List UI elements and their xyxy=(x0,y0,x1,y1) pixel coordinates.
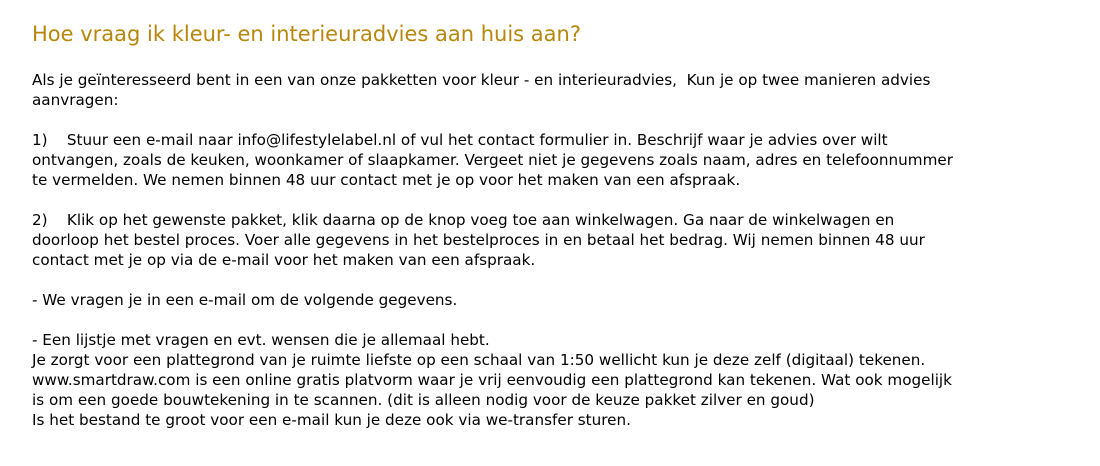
request-paragraph: - We vragen je in een e-mail om de volgende gegevens. xyxy=(32,291,458,309)
paragraph-spacer xyxy=(32,270,1092,290)
option-1-paragraph: 1) Stuur een e-mail naar info@lifestylelabel.nl of vul het contact formulier in. Beschrijf waar je advies over wilt ontvangen, zoals de keuken, woonkamer of slaapkamer. Vergeet niet je gegevens zoals naam, adres en telefoonnummer te vermelden. We nemen binnen 48 uur contact met je op voor het maken van een afspraak. xyxy=(32,131,953,189)
paragraph-spacer xyxy=(32,190,1092,210)
requirements-paragraph: - Een lijstje met vragen en evt. wensen die je allemaal hebt. Je zorgt voor een plattegrond van je ruimte liefste op een schaal van 1:50 wellicht kun je deze zelf (digitaal) tekenen. www.smartdraw.com is een online gratis platvorm waar je vrij eenvoudig een plattegrond kan tekenen. Wat ook mogelijk is om een goede bouwtekening in te scannen. (dit is alleen nodig voor de keuze pakket zilver en goud) Is het bestand te groot voor een e-mail kun je deze ook via we-transfer sturen. xyxy=(32,331,952,429)
intro-paragraph: Als je geïnteresseerd bent in een van onze pakketten voor kleur - en interieuradvies, Kun je op twee manieren advies aanvragen: xyxy=(32,71,931,109)
option-2-paragraph: 2) Klik op het gewenste pakket, klik daarna op de knop voeg toe aan winkelwagen. Ga naar de winkelwagen en doorloop het bestel proces. Voer alle gegevens in het bestelproces in en betaal het bedrag. Wij nemen binnen 48 uur contact met je op via de e-mail voor het maken van een afspraak. xyxy=(32,211,925,269)
paragraph-spacer xyxy=(32,110,1092,130)
paragraph-spacer xyxy=(32,310,1092,330)
faq-heading: Hoe vraag ik kleur- en interieuradvies aan huis aan? xyxy=(32,22,581,46)
faq-article xyxy=(32,20,1092,430)
